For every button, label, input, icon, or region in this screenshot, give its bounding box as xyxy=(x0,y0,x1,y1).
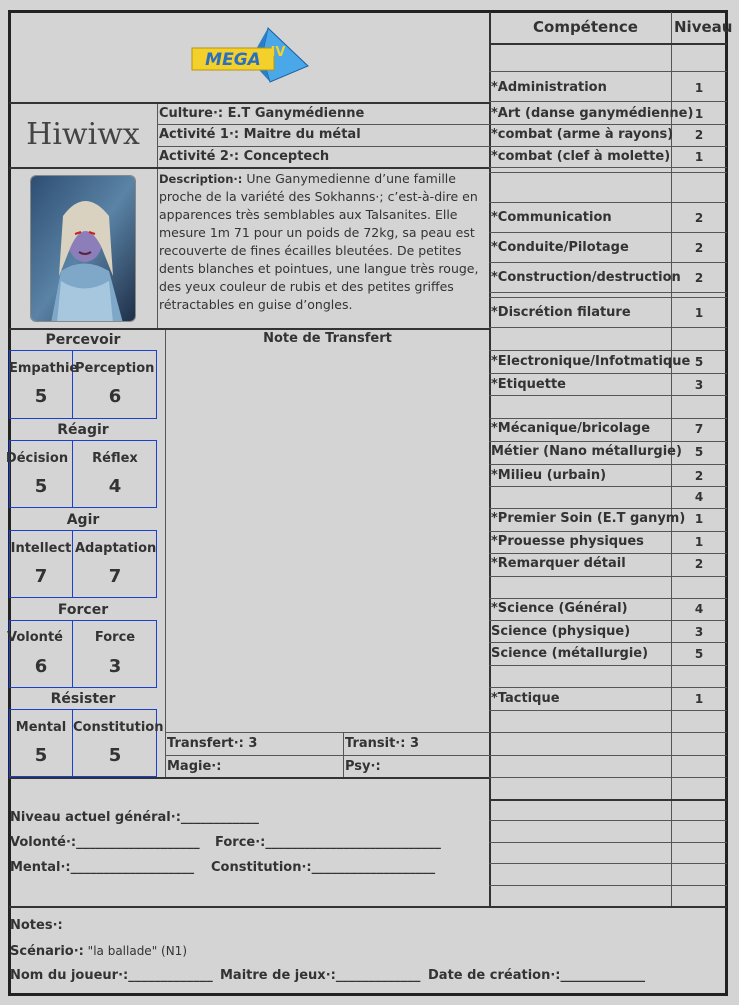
identity-divider xyxy=(157,103,158,328)
player-name-field: Nom du joueur·:_____________ xyxy=(10,968,213,983)
stat-label: Empathie xyxy=(9,361,79,376)
description-line-6: des yeux couleur de rubis et des petites griffes xyxy=(159,279,454,294)
scenario-field xyxy=(10,943,187,960)
skill-level: 1 xyxy=(694,306,704,320)
stat-group-title: Percevoir xyxy=(45,332,121,348)
description-block xyxy=(159,170,487,314)
stat-value: 5 xyxy=(34,386,48,407)
transfert-field: Transfert·: 3 xyxy=(167,736,258,751)
skill-name: *Tactique xyxy=(491,691,560,706)
character-name: Hiwiwx xyxy=(26,117,140,152)
level-column-header: Niveau xyxy=(674,18,733,36)
volonte-field: Volonté·:___________________ xyxy=(10,835,200,850)
stat-value: 6 xyxy=(108,386,122,407)
skill-name: *Prouesse physiques xyxy=(491,534,644,549)
stat-value: 5 xyxy=(34,476,48,497)
activity-1-field: Activité 1·: Maitre du métal xyxy=(159,127,361,142)
description-line-3: mesure 1m 71 pour un poids de 72kg, sa peau est xyxy=(159,225,475,240)
stat-value: 5 xyxy=(108,745,122,766)
skill-name: *Etiquette xyxy=(491,377,566,392)
skill-level: 5 xyxy=(694,445,704,459)
stat-value: 7 xyxy=(108,566,122,587)
skill-level: 1 xyxy=(694,150,704,164)
stat-label: Intellect xyxy=(10,541,72,556)
skill-name: *combat (arme à rayons) xyxy=(491,127,674,142)
description-line-2: apparences très semblables aux Talsanites. Elle xyxy=(159,207,458,222)
skill-level: 4 xyxy=(694,490,704,504)
svg-text:MEGA: MEGA xyxy=(205,50,261,70)
stat-value: 4 xyxy=(108,476,122,497)
stat-label: Décision xyxy=(5,451,69,466)
stat-group-title: Réagir xyxy=(57,422,109,438)
skill-level: 1 xyxy=(694,535,704,549)
skill-name: *Communication xyxy=(491,210,612,225)
skill-name: Science (métallurgie) xyxy=(491,646,649,661)
mega-logo xyxy=(190,26,310,86)
mental-field: Mental·:___________________ xyxy=(10,860,195,875)
skill-level: 1 xyxy=(694,692,704,706)
stat-value: 6 xyxy=(34,656,48,677)
skill-name: *Science (Général) xyxy=(491,601,628,616)
skill-level: 1 xyxy=(694,107,704,121)
skill-name: *Electronique/Infotmatique xyxy=(491,354,691,369)
skill-level: 3 xyxy=(694,625,704,639)
skill-name: *Art (danse ganymédienne) xyxy=(491,106,694,121)
stat-label: Réflex xyxy=(92,451,138,466)
stat-group-title: Agir xyxy=(66,512,100,528)
description-line-5: dents blanches et pointues, une langue très rouge, xyxy=(159,261,479,276)
skill-level: 5 xyxy=(694,355,704,369)
description-line-7: rétractables en guise d’ongles. xyxy=(159,297,353,312)
skill-name: *Construction/destruction xyxy=(491,270,681,285)
description-line-4: recouverte de fines écailles bleutées. De petites xyxy=(159,243,462,258)
constitution-field: Constitution·:___________________ xyxy=(211,860,436,875)
game-master-field: Maitre de jeux·:_____________ xyxy=(220,968,421,983)
skill-level: 1 xyxy=(694,81,704,95)
skill-level: 5 xyxy=(694,647,704,661)
character-portrait xyxy=(30,175,136,322)
skill-level: 2 xyxy=(694,241,704,255)
stat-label: Perception xyxy=(75,361,155,376)
skill-level: 2 xyxy=(694,128,704,142)
skill-name: *combat (clef à molette) xyxy=(491,149,671,164)
skill-level: 7 xyxy=(694,422,704,436)
transit-field: Transit·: 3 xyxy=(345,736,419,751)
skill-name: *Mécanique/bricolage xyxy=(491,421,651,436)
svg-text:IV: IV xyxy=(270,45,286,60)
skill-name: *Administration xyxy=(491,80,607,95)
culture-field: Culture·: E.T Ganymédienne xyxy=(159,106,365,121)
skill-name: Métier (Nano métallurgie) xyxy=(491,444,682,459)
skill-name: *Milieu (urbain) xyxy=(491,468,607,483)
magie-field: Magie·: xyxy=(167,759,222,774)
stat-label: Constitution xyxy=(73,720,164,735)
stat-label: Volonté xyxy=(7,630,63,645)
skill-level: 2 xyxy=(694,271,704,285)
skill-column-header: Compétence xyxy=(533,18,638,36)
description-label: Description·: xyxy=(159,172,243,186)
stat-label: Adaptation xyxy=(75,541,157,556)
notes-field: Notes·: xyxy=(10,918,63,933)
psy-field: Psy·: xyxy=(345,759,381,774)
description-line-1: proche de la variété des Sokhanns·; c’est-à-dire en xyxy=(159,189,478,204)
activity-2-field: Activité 2·: Conceptech xyxy=(159,149,330,164)
skill-name: Science (physique) xyxy=(491,624,631,639)
stat-value: 5 xyxy=(34,745,48,766)
skill-level: 2 xyxy=(694,211,704,225)
skill-name: *Conduite/Pilotage xyxy=(491,240,629,255)
skill-name: *Remarquer détail xyxy=(491,556,626,571)
stat-group-title: Résister xyxy=(50,691,116,707)
stat-label: Mental xyxy=(15,720,67,735)
stat-value: 7 xyxy=(34,566,48,587)
stat-group-title: Forcer xyxy=(57,602,109,618)
skill-name: *Premier Soin (E.T ganym) xyxy=(491,511,686,526)
transfer-note-title: Note de Transfert xyxy=(263,331,392,346)
skill-name: *Discrétion filature xyxy=(491,305,631,320)
scenario-label: Scénario·: xyxy=(10,944,84,959)
creation-date-field: Date de création·:_____________ xyxy=(428,968,645,983)
stat-value: 3 xyxy=(108,656,122,677)
skill-level: 4 xyxy=(694,602,704,616)
skill-level: 1 xyxy=(694,512,704,526)
skill-level: 2 xyxy=(694,469,704,483)
skill-level: 2 xyxy=(694,557,704,571)
stat-label: Force xyxy=(94,630,136,645)
niveau-general-field: Niveau actuel général·:____________ xyxy=(10,810,259,825)
force-field: Force·:___________________________ xyxy=(215,835,441,850)
description-line-0: Une Ganymedienne d’une famille xyxy=(242,171,456,186)
scenario-value: "la ballade" (N1) xyxy=(83,944,187,958)
skill-level: 3 xyxy=(694,378,704,392)
